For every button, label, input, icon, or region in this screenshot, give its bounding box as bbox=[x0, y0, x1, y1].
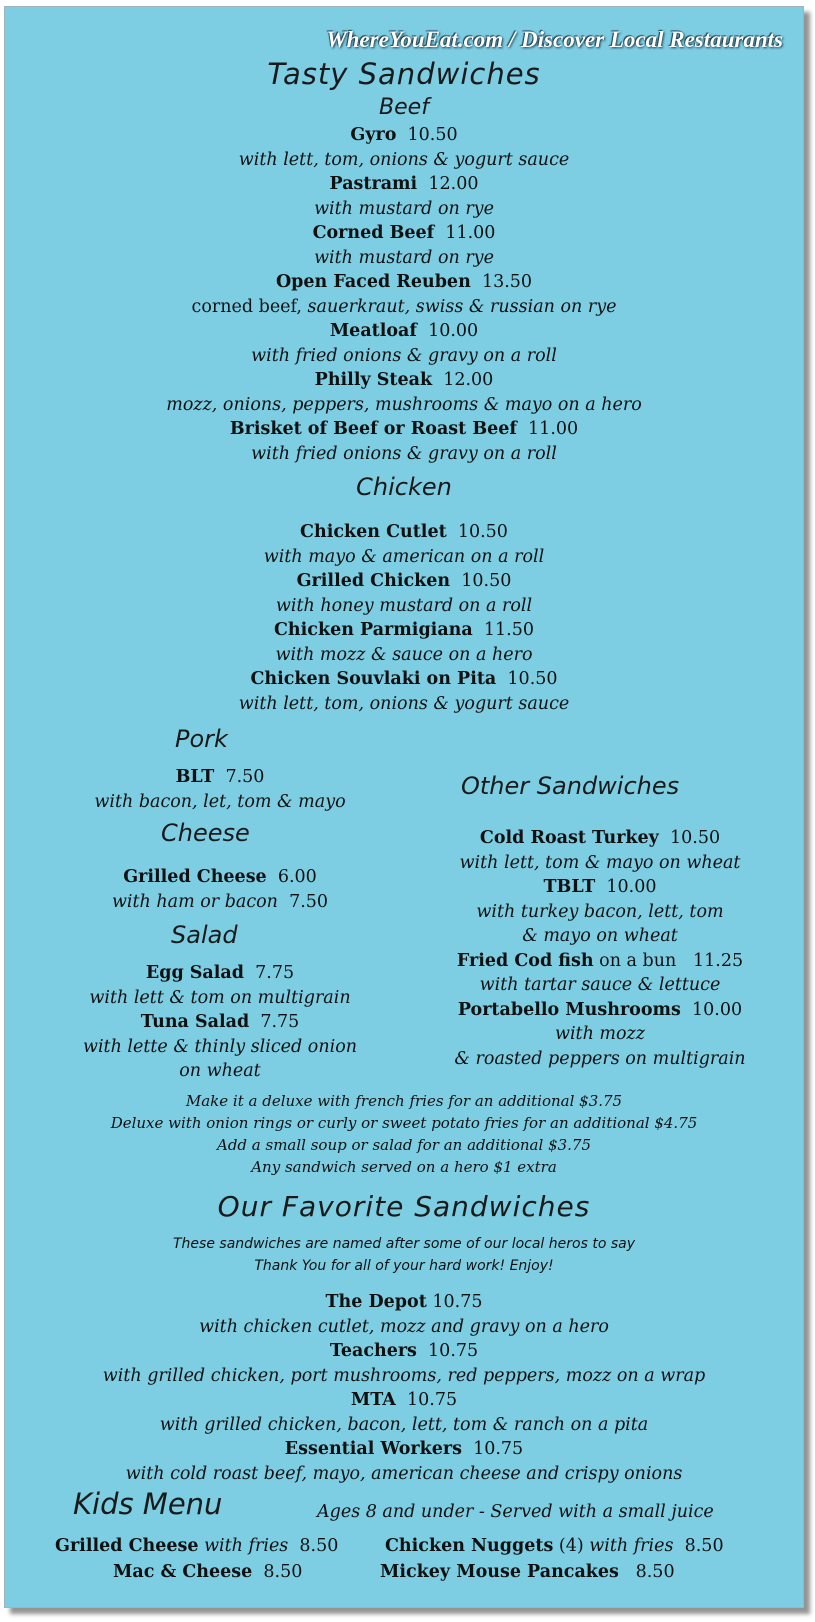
item-name: TBLT bbox=[543, 877, 596, 897]
item-name: MTA bbox=[350, 1390, 396, 1410]
item-name: BLT bbox=[175, 767, 215, 787]
item-price: 8.50 bbox=[263, 1562, 303, 1582]
item-description: with grilled chicken, bacon, lett, tom & ranch on a pita bbox=[159, 1414, 649, 1435]
intro-line: These sandwiches are named after some of our local heros to say bbox=[173, 1236, 635, 1252]
item-description: with grilled chicken, port mushrooms, red peppers, mozz on a wrap bbox=[102, 1365, 706, 1386]
menu-item bbox=[45, 961, 395, 986]
item-price: 10.75 bbox=[432, 1292, 483, 1312]
beef-section bbox=[5, 123, 803, 466]
item-price: 10.75 bbox=[407, 1390, 458, 1410]
menu-item bbox=[425, 875, 775, 900]
item-description: with fried onions & gravy on a roll bbox=[251, 345, 557, 366]
item-name: Teachers bbox=[329, 1341, 417, 1361]
item-description: with mustard on rye bbox=[314, 198, 494, 219]
item-count: (4) bbox=[558, 1536, 584, 1556]
item-description: mozz, onions, peppers, mushrooms & mayo on a hero bbox=[166, 394, 642, 415]
item-description: with lette & thinly sliced onion bbox=[82, 1036, 358, 1057]
section-heading-salad: Salad bbox=[171, 921, 238, 949]
menu-item bbox=[5, 417, 803, 442]
item-description bbox=[45, 890, 395, 915]
item-name: Meatloaf bbox=[329, 321, 417, 341]
item-description: with chicken cutlet, mozz and gravy on a hero bbox=[199, 1316, 609, 1337]
menu-item bbox=[425, 998, 775, 1023]
item-description-italic: with ham or bacon bbox=[111, 891, 278, 912]
section-heading-beef: Beef bbox=[379, 95, 429, 120]
kids-item bbox=[113, 1560, 302, 1585]
item-description bbox=[5, 295, 803, 320]
section-heading-other-sandwiches: Other Sandwiches bbox=[461, 772, 680, 800]
item-price: 10.50 bbox=[407, 125, 458, 145]
item-price: 8.50 bbox=[299, 1536, 339, 1556]
item-name: Gyro bbox=[350, 125, 397, 145]
item-name: Chicken Souvlaki on Pita bbox=[250, 669, 497, 689]
chicken-section bbox=[5, 520, 803, 716]
item-name: Open Faced Reuben bbox=[275, 272, 471, 292]
kids-item bbox=[55, 1534, 338, 1559]
item-name: Fried Cod fish bbox=[456, 950, 594, 971]
menu-item bbox=[5, 172, 803, 197]
item-price: 8.50 bbox=[635, 1562, 675, 1582]
menu-item bbox=[5, 667, 803, 692]
item-description: with mozz bbox=[554, 1024, 645, 1044]
item-name: Grilled Chicken bbox=[296, 571, 451, 591]
item-name: Tuna Salad bbox=[140, 1012, 250, 1032]
menu-item bbox=[425, 826, 775, 851]
item-name: Mac & Cheese bbox=[113, 1562, 253, 1582]
item-description: with fried onions & gravy on a roll bbox=[251, 443, 557, 464]
menu-item bbox=[5, 368, 803, 393]
salad-section bbox=[45, 961, 395, 1084]
item-name: Portabello Mushrooms bbox=[457, 999, 681, 1020]
item-name: Egg Salad bbox=[145, 963, 244, 983]
note-line: Any sandwich served on a hero $1 extra bbox=[251, 1158, 557, 1176]
section-heading-pork: Pork bbox=[175, 725, 228, 753]
kids-subtitle: Ages 8 and under - Served with a small juice bbox=[317, 1502, 714, 1522]
item-price: 10.75 bbox=[428, 1341, 479, 1361]
intro-line: Thank You for all of your hard work! Enjoy! bbox=[254, 1258, 554, 1274]
kids-item bbox=[385, 1534, 724, 1559]
note-line: Deluxe with onion rings or curly or sweet potato fries for an additional $4.75 bbox=[110, 1114, 698, 1132]
menu-item bbox=[5, 1437, 803, 1462]
item-description: & roasted peppers on multigrain bbox=[454, 1048, 746, 1069]
item-name: Grilled Cheese bbox=[123, 867, 267, 887]
menu-page bbox=[4, 6, 804, 1608]
section-heading-cheese: Cheese bbox=[161, 819, 250, 847]
item-name: Philly Steak bbox=[314, 370, 433, 390]
item-description: with cold roast beef, mayo, american cheese and crispy onions bbox=[125, 1463, 683, 1484]
item-description: with lett, tom & mayo on wheat bbox=[459, 852, 741, 873]
item-description: with honey mustard on a roll bbox=[275, 595, 533, 616]
item-description-price: 7.50 bbox=[289, 891, 329, 912]
other-sandwiches-section bbox=[425, 826, 775, 1071]
item-name: Grilled Cheese bbox=[55, 1536, 199, 1556]
item-suffix: with fries bbox=[589, 1536, 674, 1556]
item-price: 6.00 bbox=[277, 867, 317, 887]
item-description: with tartar sauce & lettuce bbox=[479, 975, 721, 995]
item-price: 11.00 bbox=[445, 223, 496, 243]
item-description-italic: sauerkraut, swiss & russian on rye bbox=[307, 296, 617, 317]
item-description: & mayo on wheat bbox=[522, 926, 678, 946]
item-price: 13.50 bbox=[481, 272, 533, 292]
kids-item bbox=[380, 1560, 675, 1585]
menu-item bbox=[45, 1010, 395, 1035]
item-price: 12.00 bbox=[443, 370, 494, 390]
section-heading-chicken: Chicken bbox=[356, 473, 452, 501]
item-description: with turkey bacon, lett, tom bbox=[476, 901, 724, 922]
item-name: Chicken Cutlet bbox=[300, 522, 447, 542]
item-description: with lett, tom, onions & yogurt sauce bbox=[238, 149, 570, 170]
menu-item bbox=[5, 569, 803, 594]
note-line: Make it a deluxe with french fries for an additional $3.75 bbox=[185, 1092, 623, 1110]
item-suffix: with fries bbox=[204, 1536, 289, 1556]
menu-item bbox=[5, 221, 803, 246]
cheese-section bbox=[45, 865, 395, 914]
menu-item bbox=[5, 618, 803, 643]
menu-item bbox=[5, 123, 803, 148]
section-heading-kids: Kids Menu bbox=[73, 1487, 223, 1521]
item-price: 10.50 bbox=[507, 669, 558, 689]
item-description: with mustard on rye bbox=[314, 247, 494, 268]
item-price: 10.50 bbox=[457, 522, 508, 542]
item-price: 11.00 bbox=[528, 419, 579, 439]
menu-item bbox=[5, 1290, 803, 1315]
item-description: with lett, tom, onions & yogurt sauce bbox=[238, 693, 570, 714]
menu-item bbox=[45, 865, 395, 890]
item-price: 8.50 bbox=[684, 1536, 724, 1556]
item-price: 10.00 bbox=[428, 321, 479, 341]
item-name-suffix: on a bun bbox=[599, 950, 677, 971]
deluxe-notes bbox=[5, 1090, 803, 1178]
favorites-intro bbox=[5, 1233, 803, 1277]
section-heading-favorites: Our Favorite Sandwiches bbox=[217, 1190, 591, 1223]
item-name: Brisket of Beef or Roast Beef bbox=[229, 419, 517, 439]
menu-item bbox=[5, 520, 803, 545]
item-name: The Depot bbox=[325, 1292, 427, 1312]
item-price: 11.50 bbox=[483, 620, 534, 640]
item-price: 7.75 bbox=[255, 963, 295, 983]
item-price: 11.25 bbox=[692, 950, 744, 971]
item-price: 10.50 bbox=[461, 571, 512, 591]
menu-item bbox=[45, 765, 395, 790]
item-price: 10.00 bbox=[606, 877, 657, 897]
menu-item bbox=[5, 1388, 803, 1413]
item-price: 10.00 bbox=[692, 999, 743, 1020]
item-price: 12.00 bbox=[428, 174, 479, 194]
note-line: Add a small soup or salad for an additional $3.75 bbox=[216, 1136, 592, 1154]
item-name: Mickey Mouse Pancakes bbox=[380, 1562, 619, 1582]
item-description: with bacon, let, tom & mayo bbox=[94, 791, 346, 812]
item-price: 7.50 bbox=[225, 767, 265, 787]
item-description: with lett & tom on multigrain bbox=[89, 987, 351, 1008]
menu-title: Tasty Sandwiches bbox=[267, 57, 541, 91]
item-price: 10.75 bbox=[473, 1439, 524, 1459]
item-description: with mozz & sauce on a hero bbox=[275, 644, 533, 665]
item-name: Corned Beef bbox=[312, 223, 435, 243]
item-name: Essential Workers bbox=[284, 1439, 462, 1459]
item-description: with mayo & american on a roll bbox=[263, 546, 545, 567]
item-name: Chicken Nuggets bbox=[385, 1536, 554, 1556]
pork-section bbox=[45, 765, 395, 814]
menu-item bbox=[5, 1339, 803, 1364]
site-watermark: WhereYouEat.com / Discover Local Restaurants bbox=[326, 27, 783, 52]
item-name: Pastrami bbox=[329, 174, 418, 194]
menu-item bbox=[5, 270, 803, 295]
menu-item bbox=[425, 949, 775, 974]
item-name: Cold Roast Turkey bbox=[479, 828, 659, 848]
item-description: on wheat bbox=[179, 1061, 261, 1081]
menu-item bbox=[5, 319, 803, 344]
item-description-plain: corned beef, bbox=[191, 296, 302, 317]
item-name: Chicken Parmigiana bbox=[274, 620, 473, 640]
item-price: 10.50 bbox=[669, 828, 721, 848]
item-price: 7.75 bbox=[260, 1012, 300, 1032]
favorites-section bbox=[5, 1290, 803, 1486]
